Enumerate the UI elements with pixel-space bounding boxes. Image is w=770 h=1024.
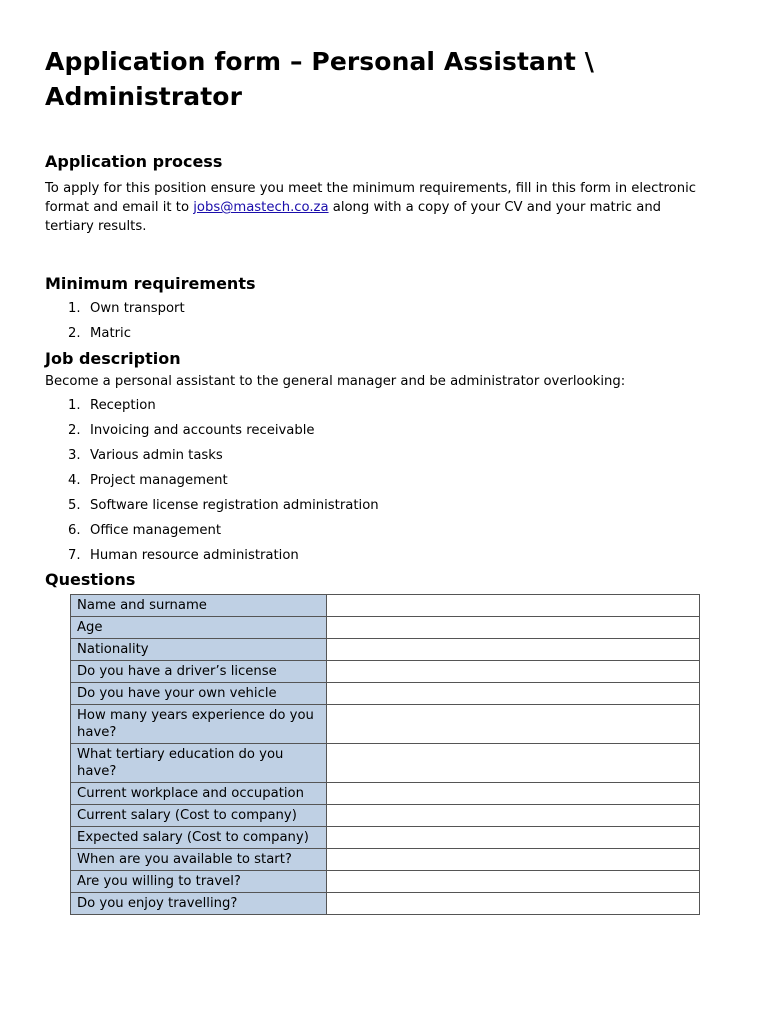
answer-cell[interactable]: [327, 783, 700, 805]
job-description-list: [45, 393, 705, 568]
list-item: 2. Matric: [68, 326, 131, 341]
table-row: [71, 893, 700, 915]
table-row: [71, 744, 700, 783]
minimum-requirements-heading: Minimum requirements: [45, 274, 256, 293]
question-cell: How many years experience do you have?: [71, 705, 327, 744]
minimum-requirements-section: [45, 274, 705, 346]
list-item: 1. Own transport: [68, 301, 185, 316]
list-item-text: Invoicing and accounts receivable: [90, 423, 315, 438]
questions-heading: Questions: [45, 570, 136, 589]
table-row: [71, 595, 700, 617]
answer-cell[interactable]: [327, 827, 700, 849]
questions-section: [45, 570, 705, 915]
answer-cell[interactable]: [327, 683, 700, 705]
table-row: [71, 849, 700, 871]
list-item-text: Office management: [90, 523, 222, 538]
question-cell: Current salary (Cost to company): [71, 805, 327, 827]
list-item: 2. Invoicing and accounts receivable: [68, 423, 315, 438]
list-item-text: Software license registration administration: [90, 498, 379, 513]
job-description-heading: Job description: [45, 349, 181, 368]
list-item: 5. Software license registration administration: [68, 498, 379, 513]
answer-cell[interactable]: [327, 849, 700, 871]
answer-cell[interactable]: [327, 705, 700, 744]
page-title: Application form – Personal Assistant \ Administrator: [45, 47, 594, 111]
list-item: 6. Office management: [68, 523, 222, 538]
table-row: [71, 827, 700, 849]
question-cell: Current workplace and occupation: [71, 783, 327, 805]
email-link[interactable]: jobs@mastech.co.za: [193, 200, 329, 215]
table-row: [71, 705, 700, 744]
question-cell: Expected salary (Cost to company): [71, 827, 327, 849]
job-description-intro: Become a personal assistant to the general manager and be administrator overlooking:: [45, 374, 626, 389]
minimum-requirements-list: [45, 296, 705, 346]
list-item: 7. Human resource administration: [68, 548, 299, 563]
job-description-section: [45, 349, 705, 568]
question-cell: What tertiary education do you have?: [71, 744, 327, 783]
question-cell: Do you have your own vehicle: [71, 683, 327, 705]
application-process-text-before: To apply for this position ensure you meet the minimum requirements, fill in this form in electronic format and email it to: [45, 181, 697, 215]
answer-cell[interactable]: [327, 805, 700, 827]
question-cell: When are you available to start?: [71, 849, 327, 871]
questions-table: [70, 594, 700, 915]
question-cell: Do you have a driver’s license: [71, 661, 327, 683]
list-item: 3. Various admin tasks: [68, 448, 223, 463]
application-process-text: [45, 179, 705, 236]
list-item-text: Human resource administration: [90, 548, 299, 563]
list-item-text: Matric: [90, 326, 131, 341]
table-row: [71, 783, 700, 805]
answer-cell[interactable]: [327, 639, 700, 661]
answer-cell[interactable]: [327, 595, 700, 617]
table-row: [71, 617, 700, 639]
table-row: [71, 871, 700, 893]
answer-cell[interactable]: [327, 871, 700, 893]
list-item-text: Project management: [90, 473, 228, 488]
application-process-text-after: along with a copy of your CV and your matric and tertiary results.: [45, 200, 662, 234]
table-row: [71, 661, 700, 683]
table-row: [71, 805, 700, 827]
question-cell: Do you enjoy travelling?: [71, 893, 327, 915]
list-item-text: Various admin tasks: [90, 448, 223, 463]
list-item-text: Own transport: [90, 301, 185, 316]
answer-cell[interactable]: [327, 661, 700, 683]
list-item-text: Reception: [90, 398, 156, 413]
application-process-section: [45, 152, 705, 236]
question-cell: Nationality: [71, 639, 327, 661]
answer-cell[interactable]: [327, 744, 700, 783]
document-page: [45, 44, 705, 915]
list-item: 4. Project management: [68, 473, 228, 488]
question-cell: Are you willing to travel?: [71, 871, 327, 893]
answer-cell[interactable]: [327, 617, 700, 639]
question-cell: Name and surname: [71, 595, 327, 617]
table-row: [71, 683, 700, 705]
table-row: [71, 639, 700, 661]
answer-cell[interactable]: [327, 893, 700, 915]
list-item: 1. Reception: [68, 398, 156, 413]
application-process-heading: Application process: [45, 152, 223, 171]
question-cell: Age: [71, 617, 327, 639]
